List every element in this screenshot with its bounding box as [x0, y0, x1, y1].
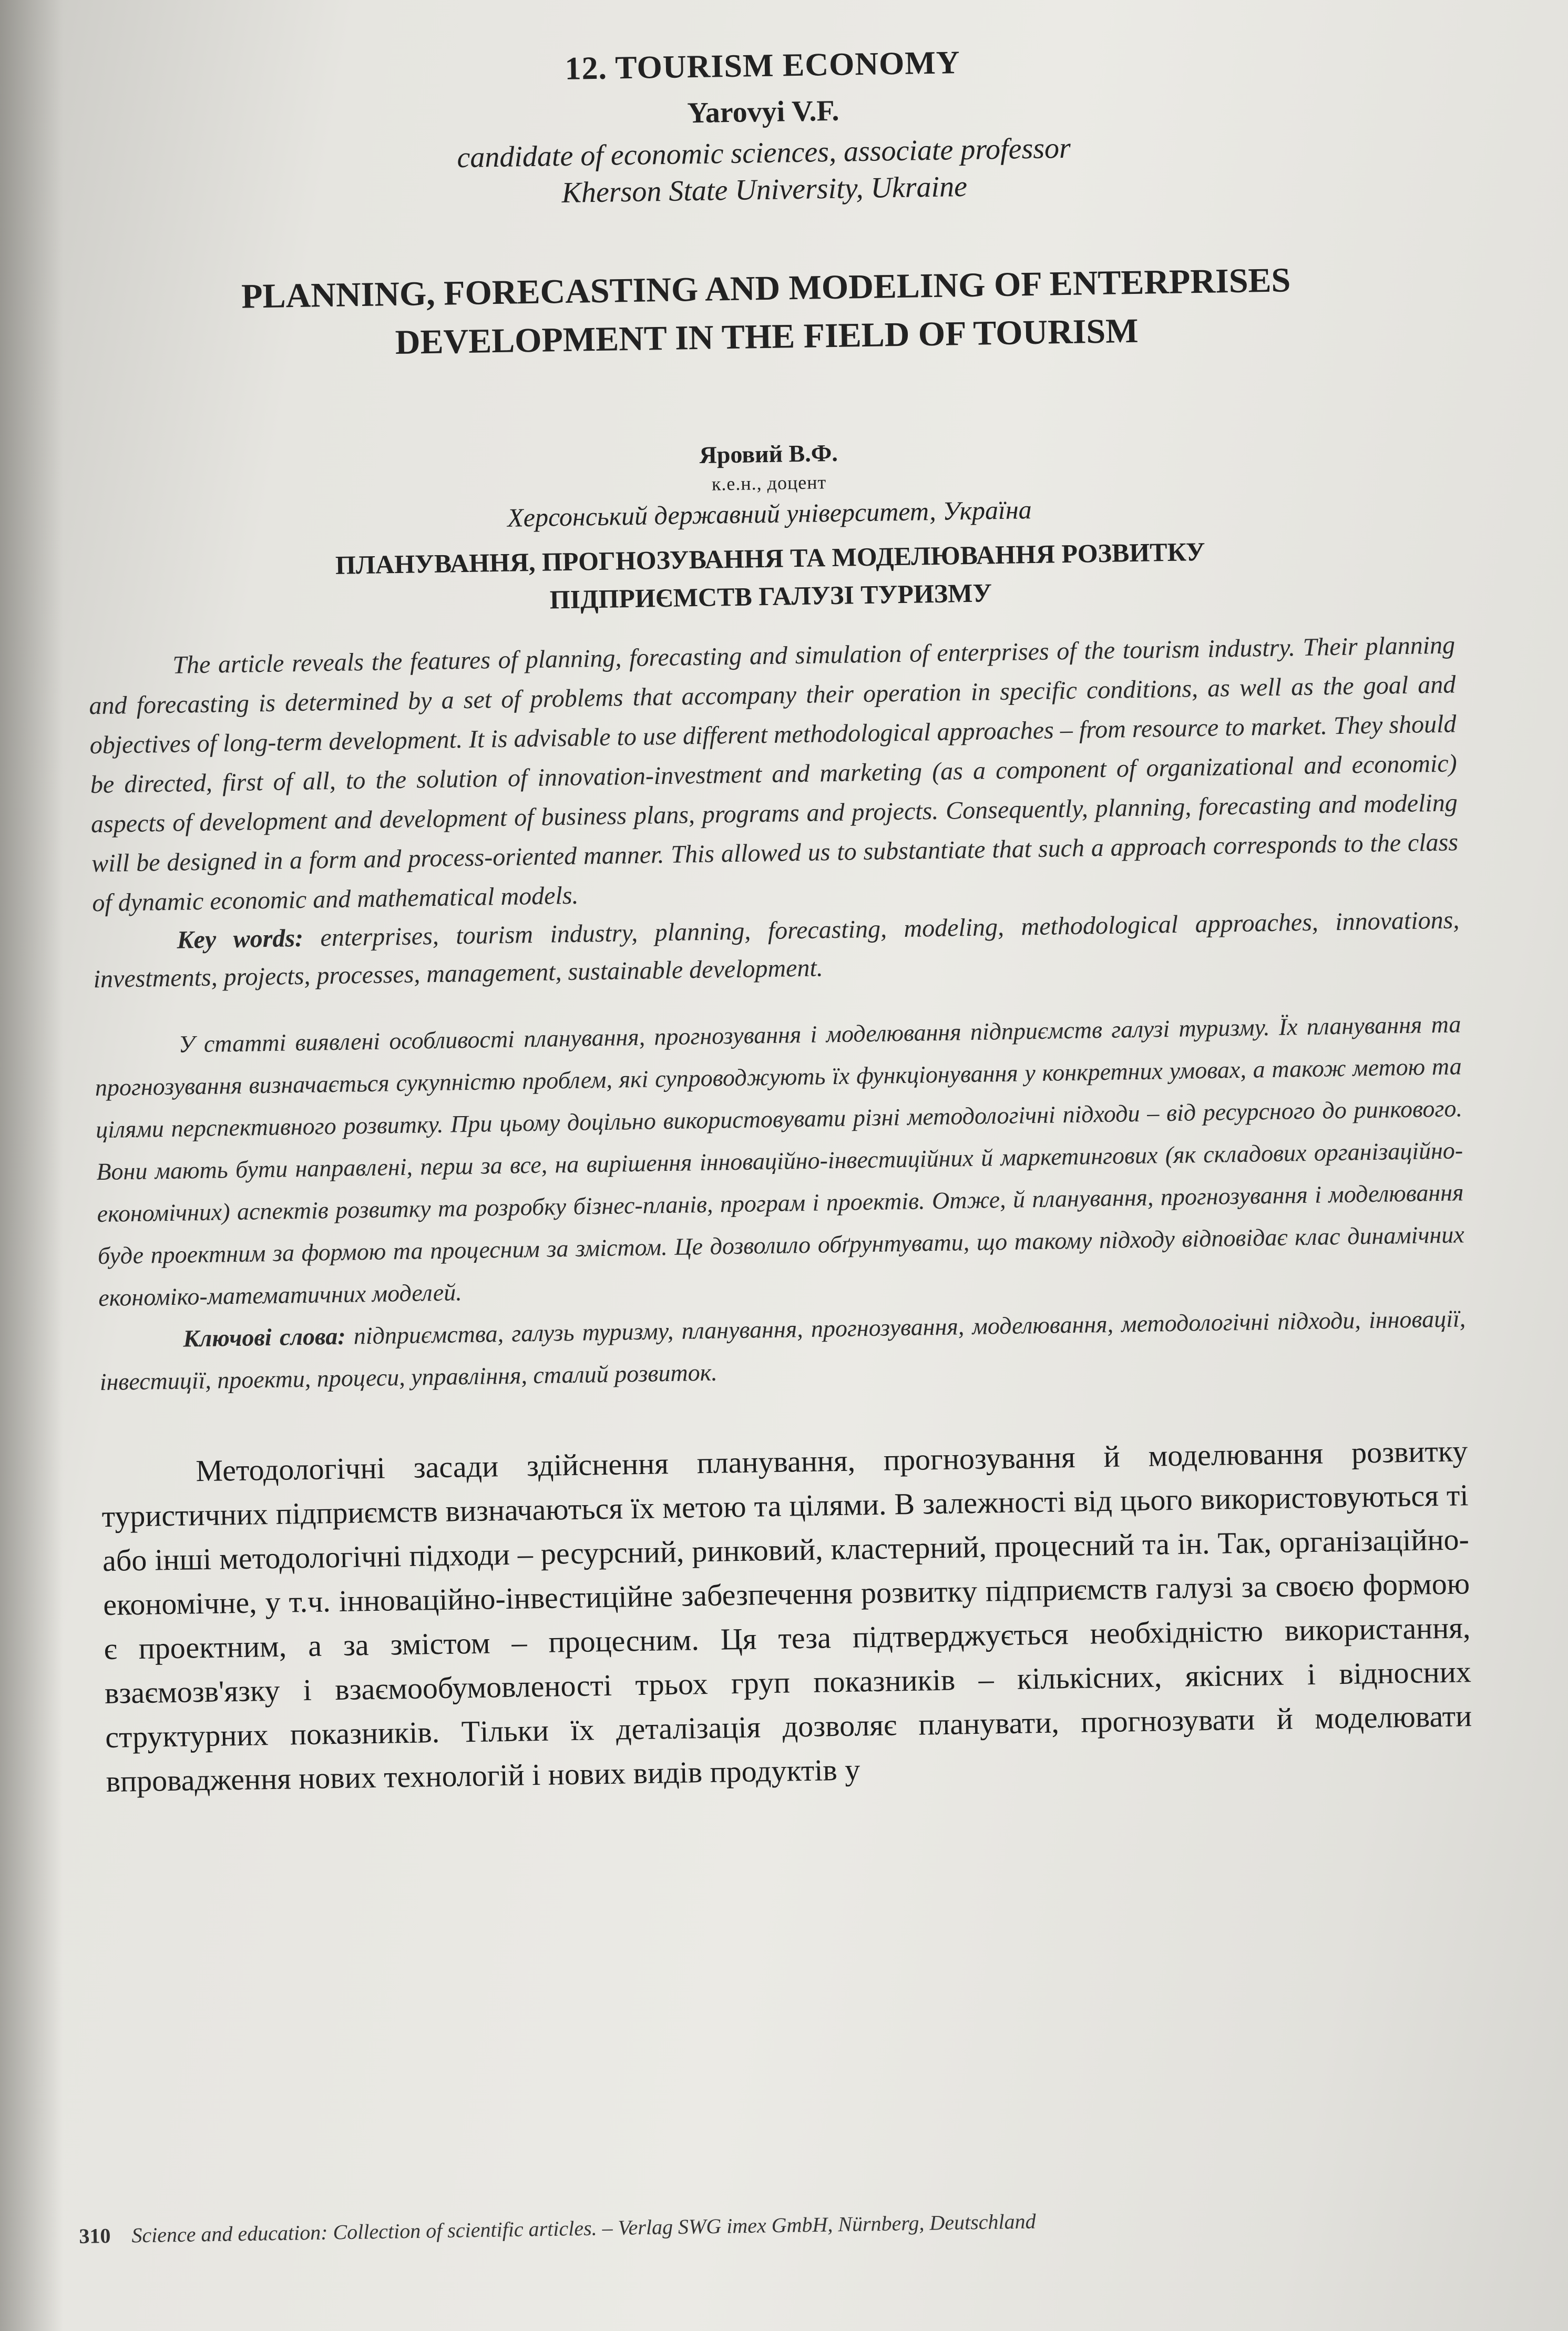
keywords-en-label: Key words: — [177, 924, 304, 954]
title-ua-line2: ПІДПРИЄМСТВ ГАЛУЗІ ТУРИЗМУ — [549, 578, 992, 615]
author-university: Kherson State University, Ukraine — [561, 170, 968, 210]
page-edge-shadow — [0, 0, 63, 2331]
page-footer — [79, 2202, 1446, 2248]
article-title-en — [83, 254, 1451, 372]
abstract-ua: У статті виявлені особливості планування, прогнозування і моделювання підприємств галузі туризму. Їх планування та прогнозування визначається сукупністю проблем, які супроводжують їх функціонування у конкретних умовах, а також метою та цілями перспективного розвитку. При цьому доцільно використовувати різні методологічні підходи – від ресурсного до ринкового. Вони мають бути направлені, перш за все, на вирішення інноваційно-інвестиційних й маркетингових (як складових організаційно-економічних) аспектів розвитку та розробку бізнес-планів, програм і проектів. Отже, й планування, прогнозування і моделювання буде проектним за формою та процесним за змістом. Це дозволило обґрунтувати, що такому підходу відповідає клас динамічних економіко-математичних моделей. — [95, 1010, 1465, 1312]
body-paragraph: Методологічні засади здійснення планування, прогнозування й моделювання розвитку туристичних підприємств визначаються їх метою та цілями. В залежності від цього використовуються ті або інші методологічні підходи – ресурсний, ринковий, кластерний, процесний та ін. Так, організаційно-економічне, у т.ч. інноваційно-інвестиційне забезпечення розвитку підприємств галузі за своєю формою є проектним, а за змістом – процесним. Ця теза підтверджується необхідністю використання, взаємозв'язку і взаємообумовленості трьох груп показників – кількісних, якісних і відносних структурних показників. Тільки їх деталізація дозволяє планувати, прогнозувати й моделювати впровадження нових технологій і нових видів продуктів у — [101, 1434, 1472, 1799]
article-title-ua — [87, 528, 1454, 626]
keywords-en-text: enterprises, tourism industry, planning, forecasting, modeling, methodological approaches, innovations, investments, projects, processes, management, sustainable development. — [93, 906, 1460, 994]
abstract-en: The article reveals the features of planning, forecasting and simulation of enterprises of the tourism industry. Their planning and forecasting is determined by a set of problems that accompany their operation in specific conditions, as well as the goal and objectives of long-term development. It is advisable to use different methodological approaches – from resource to market. They should be directed, first of all, to the solution of innovation-investment and marketing (as a component of organizational and economic) aspects of development and development of business plans, programs and projects. Consequently, planning, forecasting and modeling will be designed in a form and process-oriented manner. This allowed us to substantiate that such a approach corresponds to the class of dynamic economic and mathematical models. — [89, 631, 1459, 917]
keywords-ua-label: Ключові слова: — [183, 1322, 346, 1352]
author-degree-ua: к.е.н., доцент — [711, 472, 827, 495]
title-ua-line1: ПЛАНУВАННЯ, ПРОГНОЗУВАННЯ ТА МОДЕЛЮВАННЯ РОЗВИТКУ — [335, 536, 1205, 580]
author-degree: candidate of economic sciences, associate professor — [457, 131, 1071, 175]
author-name: Yarovyi V.F. — [686, 94, 839, 130]
section-title: 12. TOURISM ECONOMY — [564, 45, 961, 87]
title-en-line1: PLANNING, FORECASTING AND MODELING OF ENTERPRISES — [241, 261, 1291, 316]
author-name-ua: Яровий В.Ф. — [699, 439, 838, 468]
keywords-ua-text: підприємства, галузь туризму, планування, прогнозування, моделювання, методологічні підходи, інновації, інвестиції, проекти, процеси, управління, сталий розвиток. — [99, 1305, 1466, 1396]
page-number: 310 — [79, 2224, 111, 2248]
footer-citation: Science and education: Collection of scientific articles. – Verlag SWG imex GmbH, Nürnberg, Deutschland — [131, 2209, 1036, 2247]
article-content — [79, 37, 1473, 1804]
author-university-ua: Херсонський державний університет, Україна — [507, 495, 1032, 533]
title-en-line2: DEVELOPMENT IN THE FIELD OF TOURISM — [395, 311, 1139, 362]
